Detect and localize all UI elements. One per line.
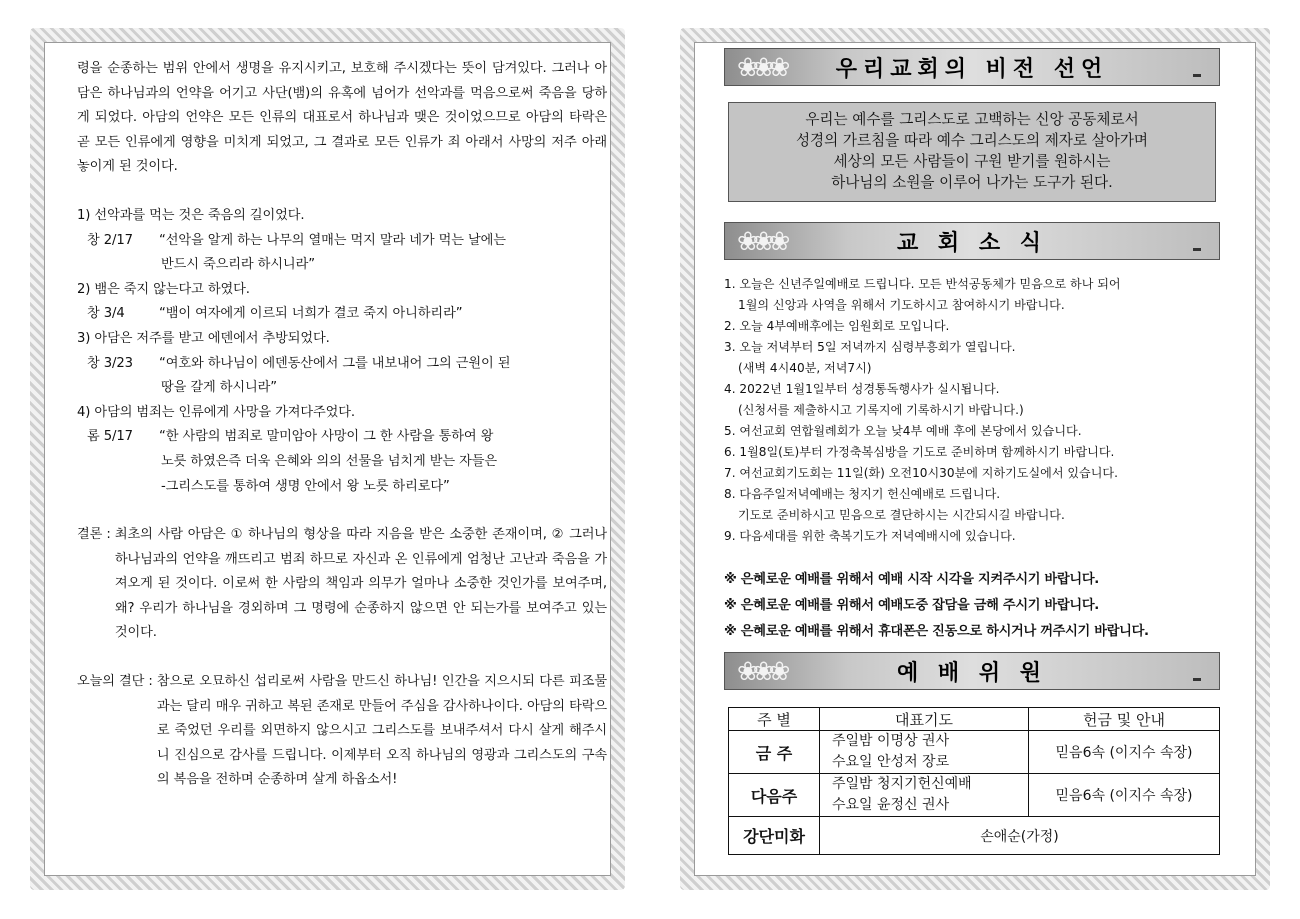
news-item: 2. 오늘 4부예배후에는 임원회로 모입니다. [724,319,950,333]
prayer-cell [820,731,1029,774]
dash-mark [1193,248,1201,251]
todays-decision [77,670,607,793]
vision-line: 하나님의 소원을 이루어 나가는 도구가 된다. [831,174,1113,191]
col-week: 주 별 [729,708,820,731]
left-page [30,28,625,890]
news-item: 6. 1월8일(토)부터 가정축복심방을 기도로 준비하며 함께하시기 바랍니다. [724,445,1115,459]
verse-ref: 창 3/4 [87,306,125,322]
news-item: 1월의 신앙과 사역을 위해서 기도하시고 참여하시기 바랍니다. [738,298,1065,312]
dash-mark [1193,678,1201,681]
verse-text: “한 사람의 범죄로 말미암아 사망이 그 한 사람을 통하여 왕 [159,429,494,445]
point-3: 3) 아담은 저주를 받고 에덴에서 추방되었다. [77,330,330,346]
notice-line: ※ 은혜로운 예배를 위해서 예배도중 잡담을 금해 주시기 바랍니다. [724,598,1099,613]
altar-cell: 손애순(가정) [820,817,1220,855]
vision-line: 세상의 모든 사람들이 구원 받기를 원하시는 [833,153,1111,170]
worship-title: 예 배 위 원 [897,660,1047,686]
verse-2 [77,302,607,327]
verse-1 [77,229,607,254]
table-row [729,774,1220,817]
conclusion [77,523,607,646]
page-area [44,42,611,876]
row-label: 강단미화 [729,817,820,855]
intro-paragraph: 령을 순종하는 범위 안에서 생명을 유지시키고, 보호해 주시겠다는 뜻이 담겨있다. 그러나 아담은 하나님과의 언약을 어기고 사단(뱀)의 유혹에 넘어가 선악과를 먹음으로써 죽음을 당하게 되었다. 아담의 언약은 모든 인류의 대표로서 하나님과 맺은 것이었으므로 아담의 타락은 곧 모든 인류에게 영향을 미치게 되었고, 그 결과로 모든 인류가 죄 아래서 사망의 저주 아래 놓이게 된 것이다. [77,61,607,175]
prayer-line: 수요일 윤정신 권사 [832,797,950,813]
table-header-row [729,708,1220,731]
worship-notices [724,567,1244,645]
verse-text: “여호와 하나님이 에덴동산에서 그를 내보내어 그의 근원이 된 [159,355,511,371]
news-title: 교 회 소 식 [897,230,1047,256]
decision-label: 오늘의 결단 : [77,674,157,690]
news-item: (새벽 4시40분, 저녁7시) [738,361,872,375]
right-page [680,28,1270,890]
prayer-line: 수요일 안성저 장로 [832,754,950,770]
flower-icon: ❀❀❀ [737,227,785,257]
conclusion-text: 최초의 사람 아담은 ① 하나님의 형상을 따라 지음을 받은 소중한 존재이며, ② 그러나 하나님과의 언약을 깨뜨리고 범죄 하므로 자신과 온 인류에게 엄청난 고난과 죽음을 가져오게 된 것이다. 이로써 한 사람의 책임과 의무가 얼마나 소중한 것인가를 보여주며, 왜? 우리가 하나님을 경외하며 그 명령에 순종하지 않으면 안 되는가를 보여주고 있는 것이다. [114,527,607,641]
vision-statement [728,102,1216,202]
news-item: (신청서를 제출하시고 기록지에 기록하시기 바랍니다.) [738,403,1024,417]
conclusion-label: 결론 : [77,527,115,543]
notice-line: ※ 은혜로운 예배를 위해서 예배 시작 시각을 지켜주시기 바랍니다. [724,572,1099,587]
news-item: 8. 다음주일저녁예배는 청지기 헌신예배로 드립니다. [724,487,1001,501]
verse-1-cont: 반드시 죽으리라 하시니라” [161,257,315,273]
verse-3 [77,352,607,377]
col-prayer: 대표기도 [820,708,1029,731]
verse-text: “뱀이 여자에게 이르되 너희가 결코 죽지 아니하리라” [159,306,463,322]
table-row [729,731,1220,774]
sermon-body [77,57,607,793]
prayer-cell [820,774,1029,817]
verse-ref: 창 3/23 [87,355,133,371]
vision-banner [724,48,1220,86]
news-item: 7. 여선교회기도회는 11일(화) 오전10시30분에 지하기도실에서 있습니다. [724,466,1118,480]
row-label: 금 주 [729,731,820,774]
verse-4-cont: 노릇 하였은즉 더욱 은혜와 의의 선물을 넘치게 받는 자들은 [161,453,498,469]
worship-banner [724,652,1220,690]
vision-title: 우리교회의 비전 선언 [835,56,1109,82]
row-label: 다음주 [729,774,820,817]
notice-line: ※ 은혜로운 예배를 위해서 휴대폰은 진동으로 하시거나 꺼주시기 바랍니다. [724,624,1149,639]
news-item: 기도로 준비하시고 믿음으로 결단하시는 시간되시길 바랍니다. [738,508,1065,522]
offering-cell: 믿음6속 (이지수 속장) [1029,774,1220,817]
point-2: 2) 뱀은 죽지 않는다고 하였다. [77,281,250,297]
worship-committee-table [728,707,1220,855]
verse-4 [77,425,607,450]
church-news [724,274,1224,547]
table-row [729,817,1220,855]
news-item: 9. 다음세대를 위한 축복기도가 저녁예배시에 있습니다. [724,529,1016,543]
decision-text: 참으로 오묘하신 섭리로써 사람을 만드신 하나님! 인간을 지으시되 다른 피조물과는 달리 매우 귀하고 복된 존재로 만들어 주심을 감사하나이다. 아담의 타락으로 죽었던 우리를 외면하지 않으시고 그리스도를 보내주셔서 다시 살게 해주시니 진심으로 감사를 드립니다. 이제부터 오직 하나님의 영광과 그리스도의 구속의 복음을 전하며 순종하며 살게 하옵소서! [156,674,607,788]
verse-4-cont2: -그리스도를 통하여 생명 안에서 왕 노릇 하리로다” [161,478,450,494]
news-banner [724,222,1220,260]
dash-mark [1193,74,1201,77]
prayer-line: 주일밤 청지기헌신예배 [832,776,972,792]
prayer-line: 주일밤 이명상 권사 [832,733,950,749]
flower-icon: ❀❀❀ [737,657,785,687]
vision-line: 우리는 예수를 그리스도로 고백하는 신앙 공동체로서 [805,111,1139,128]
verse-text: “선악을 알게 하는 나무의 열매는 먹지 말라 네가 먹는 날에는 [159,232,506,248]
flower-icon: ❀❀❀ [737,53,785,83]
news-item: 4. 2022년 1월1일부터 성경통독행사가 실시됩니다. [724,382,1000,396]
offering-cell: 믿음6속 (이지수 속장) [1029,731,1220,774]
news-item: 3. 오늘 저녁부터 5일 저녁까지 심령부흥회가 열립니다. [724,340,1016,354]
verse-ref: 창 2/17 [87,232,133,248]
verse-3-cont: 땅을 갈게 하시니라” [161,380,278,396]
vision-line: 성경의 가르침을 따라 예수 그리스도의 제자로 살아가며 [795,132,1149,149]
news-item: 5. 여선교회 연합월례회가 오늘 낮4부 예배 후에 본당에서 있습니다. [724,424,1082,438]
point-1: 1) 선악과를 먹는 것은 죽음의 길이었다. [77,207,305,223]
point-4: 4) 아담의 범죄는 인류에게 사망을 가져다주었다. [77,404,356,420]
col-offering: 헌금 및 안내 [1029,708,1220,731]
news-item: 1. 오늘은 신년주일예배로 드립니다. 모든 반석공동체가 믿음으로 하나 되어 [724,277,1121,291]
verse-ref: 롬 5/17 [87,429,133,445]
